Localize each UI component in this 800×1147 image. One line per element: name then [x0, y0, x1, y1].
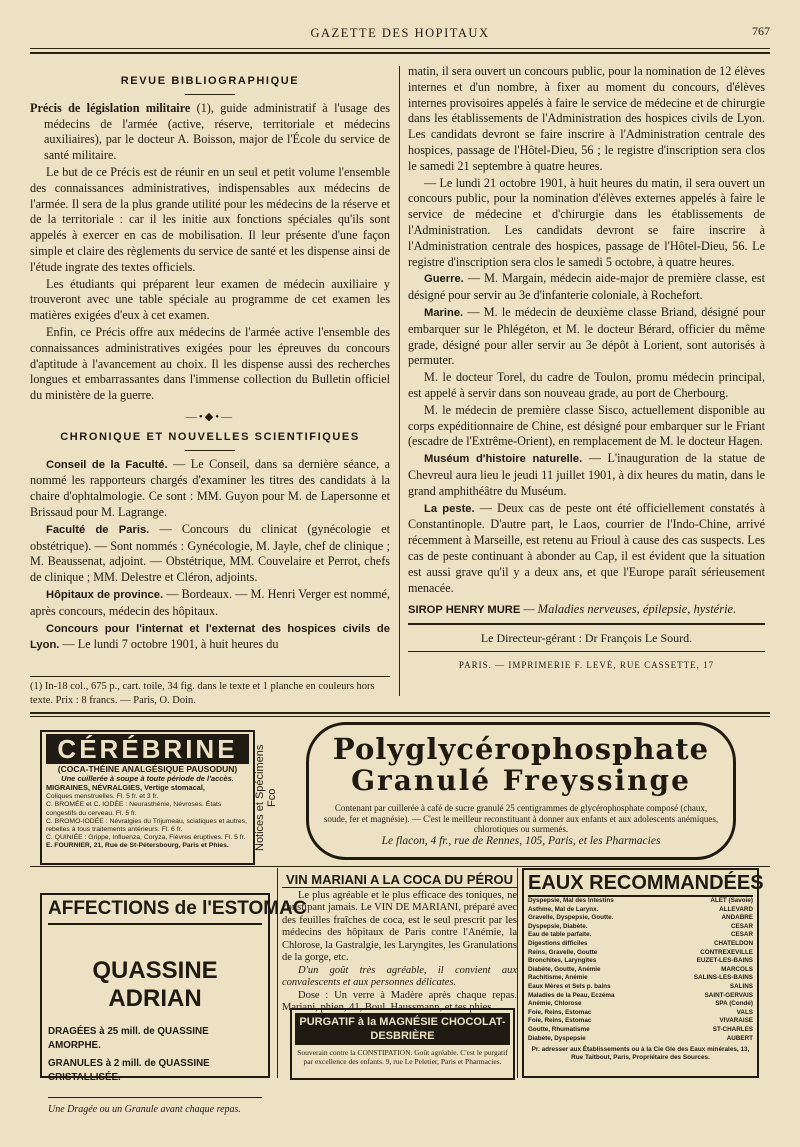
precis-desc: (1), guide administratif à l'usage des médecins de l'armée (active, réserve, territoriale et médecins auxiliaires), par le docteur A. Boisson, major de l'École du service de santé militaire.	[44, 100, 390, 163]
eaux-indication: Eau de table parfaite.	[528, 931, 592, 939]
news-item	[408, 451, 765, 499]
news-heading: Marine.	[424, 306, 464, 319]
eaux-recommandees-ad	[522, 868, 764, 1078]
eaux-source: ST-CHARLES	[712, 1025, 753, 1033]
cerebrine-l1: MIGRAINES, NÉVRALGIES, Vertige stomacal,	[46, 783, 205, 792]
news-heading: Concours pour l'internat et l'externat des hospices civils de Lyon.	[30, 622, 390, 652]
eaux-indication: Maladies de la Peau, Eczéma	[528, 991, 615, 999]
eaux-indication: Gravelle, Dyspepsie, Goutte.	[528, 914, 614, 922]
news-text: — M. Margain, médecin aide-major de première classe, est désigné pour servir au 3e d'infanterie coloniale, à Rochefort.	[408, 271, 766, 303]
news-item	[30, 457, 390, 521]
eaux-entry	[528, 923, 753, 932]
news-item	[30, 587, 390, 620]
eaux-source: SPA (Condé)	[715, 1000, 753, 1008]
eaux-source: SALINS	[729, 982, 753, 990]
eaux-source: VALS	[736, 1008, 753, 1016]
eaux-source: CESAR	[730, 931, 753, 939]
eaux-entry	[528, 992, 753, 1001]
eaux-indication: Diabète, Dyspepsie	[528, 1034, 586, 1042]
eaux-entry	[528, 897, 753, 906]
eaux-source: EUZET-LES-BAINS	[696, 957, 753, 965]
eaux-entry	[528, 983, 753, 992]
header-rule	[30, 48, 770, 49]
eaux-indication: Dyspepsie, Mal des Intestins	[528, 897, 614, 904]
chronique-heading: CHRONIQUE ET NOUVELLES SCIENTIFIQUES	[60, 430, 360, 443]
eaux-entry	[528, 974, 753, 983]
eaux-indication: Rachitisme, Anémie	[528, 974, 588, 982]
header-rule-thick	[30, 52, 770, 54]
vin-mariani-italic: D'un goût très agréable, il convient aux convalescents et aux personnes délicates.	[282, 964, 517, 988]
news-text: — Concours du clinicat (gynécologie et obstétrique). — Sont nommés : Gynécologie, M. Jayle, chef de clinique ; M. Beaussenat, adjoint. — Obstétrique, MM. Couvelaire et Perrot, chefs de clinique ; MM. Delestre et Cléron, adjoints.	[30, 521, 391, 585]
paragraph: — Le lundi 21 octobre 1901, à huit heures du matin, il sera ouvert un concours public, pour la nomination d'élèves externes appelés à faire le service de médecine et d'chirurgie dans les établissements de l'Administration. Les candidats devront se faire inscrire à l'Administration centrale des hospices, passage de l'Hôtel-Dieu, 56. Le registre d'inscription sera clos le samedi 5 octobre, à quatre heures.	[408, 175, 765, 269]
news-text: — Le lundi 7 octobre 1901, à huit heures du	[62, 637, 279, 652]
precis-entry	[30, 101, 390, 164]
eaux-source: VIVARAISE	[719, 1017, 753, 1025]
cerebrine-address: E. FOURNIER, 21, Rue de St-Pétersbourg, Paris et Phies.	[46, 842, 229, 850]
eaux-indication: Asthme, Mal de Larynx.	[528, 905, 599, 913]
page-header	[30, 18, 770, 64]
news-heading: Hôpitaux de province.	[46, 588, 164, 601]
news-text: — M. le médecin de deuxième classe Briand, désigné pour embarquer sur le Phlégéton, et M. le docteur Bérard, officier du même grade, désigné pour aller servir au 3e dépôt à Lorient, sont autorisés à permuter.	[408, 304, 766, 368]
ads-divider	[517, 868, 518, 1078]
news-heading: La peste.	[424, 502, 475, 515]
paragraph: Enfin, ce Précis offre aux médecins de l'armée active l'ensemble des connaissances administratives exigées pour les épreuves du concours d'aptitude à l'avancement au choix. Il les dispense aussi des recherches longues et embarrassantes dans l'immense collection du Bulletin officiel du ministère de la guerre.	[30, 324, 390, 403]
directeur-line: Le Directeur-gérant : Dr François Le Sourd.	[408, 631, 765, 652]
news-text: — L'inauguration de la statue de Chevreul aura lieu le jeudi 11 juillet 1901, à dix heures du matin, dans le grand amphithéâtre du Muséum.	[408, 451, 766, 498]
news-text: — Bordeaux. — M. Henri Verger est nommé, après concours, médecin des hôpitaux.	[30, 586, 390, 618]
ads-separator	[30, 712, 770, 714]
eaux-entry	[528, 1017, 753, 1026]
eaux-source: CHATELDON	[713, 939, 753, 947]
news-text: — Deux cas de peste ont été officiellement constatés à Constantinople. D'autre part, le Laos, courrier de l'Indo-Chine, arrivé récemment à Marseille, est retenu au Frioul à cause des cas suspects. Les cas de peste continuant à abonder au Cap, il est évident que la situation est aussi grave qu'il y a deux ans, et que l'Europe paraît sérieusement menacée.	[408, 500, 766, 595]
page-number: 767	[752, 24, 770, 38]
eaux-entry	[528, 1009, 753, 1018]
eaux-source: ANDABRE	[721, 914, 753, 922]
eaux-entry	[528, 931, 753, 940]
eaux-source: SAINT-GERVAIS	[704, 991, 753, 999]
precis-title: Précis de législation militaire	[30, 100, 191, 115]
eaux-source: SALINS-LES-BAINS	[693, 974, 753, 982]
cerebrine-l4: C. BROMO-IODÉE : Névralgies du Trijumeau, sciatiques et autres, rebelles à tous traitements antérieurs. Fl. 6 fr.	[46, 817, 247, 834]
eaux-indication: Goutte, Rhumatisme	[528, 1025, 590, 1033]
eaux-indication: Anémie, Chlorose	[528, 1000, 582, 1008]
news-heading: Guerre.	[424, 273, 464, 286]
cerebrine-ad	[40, 730, 255, 865]
eaux-footer: Pr. adresser aux Établissements ou à la Cie Gle des Eaux minérales, 13, Rue Taitbout, Paris, Propriétaire des Sources.	[531, 1046, 750, 1062]
news-item	[408, 271, 765, 304]
eaux-source: ALLEVARD	[719, 905, 753, 913]
cerebrine-name: CÉRÉBRINE	[46, 734, 249, 764]
news-item	[30, 522, 390, 586]
news-item	[408, 501, 765, 597]
eaux-source: MARCOLS	[721, 965, 753, 973]
news-item	[30, 621, 390, 655]
cerebrine-l3: C. BROMÉE et C. IODÉE : Neurasthénie, Névroses. États congestifs du cerveau. Fl. 5 fr.	[46, 801, 222, 817]
quassine-brand: QUASSINE ADRIAN	[92, 957, 218, 1012]
eaux-entry	[528, 957, 753, 966]
eaux-title: EAUX RECOMMANDÉES	[528, 872, 753, 897]
quassine-ad	[40, 893, 307, 1115]
eaux-source: CONTREXEVILLE	[700, 948, 753, 956]
news-heading: Conseil de la Faculté.	[46, 458, 168, 471]
sirop-ad-line	[408, 602, 765, 625]
vin-mariani-title: VIN MARIANI A LA COCA DU PÉROU	[282, 874, 517, 888]
ads-separator-thin	[30, 716, 770, 717]
cerebrine-l2: Coliques menstruelles. Fl. 5 fr. et 3 fr.	[46, 793, 159, 801]
cerebrine-sub: (COCA-THÉINE ANALGÉSIQUE PAUSODUN)	[57, 764, 238, 774]
eaux-source: AUBERT	[726, 1034, 753, 1042]
eaux-entry	[528, 1000, 753, 1009]
vin-mariani-text: Le plus agréable et le plus efficace des toniques, ne constipant jamais. Le VIN DE MARIANI, préparé avec des feuilles fraîches de coca, est le seul prescrit par les médecins des hôpitaux de Paris contre l'Anémie, la Chlorose, la Gastralgie, les Laryngites, les Granulations de la gorge, etc.	[282, 889, 517, 963]
affections-title: AFFECTIONS de l'ESTOMAC	[48, 898, 262, 925]
poly-brand: Granulé Freyssinge	[351, 764, 691, 797]
polyglycerophosphate-ad	[306, 722, 736, 860]
eaux-indication: Diabète, Goutte, Anémie	[528, 965, 601, 973]
news-heading: Faculté de Paris.	[46, 523, 150, 536]
eaux-entry	[528, 966, 753, 975]
eaux-entry	[528, 949, 753, 958]
news-heading: Muséum d'histoire naturelle.	[424, 453, 583, 466]
purgatif-name: PURGATIF à la MAGNÉSIE CHOCOLAT-DESBRIÈRE	[295, 1013, 510, 1045]
cerebrine-sub2: Une cuillerée à soupe à toute période de l'accès.	[61, 774, 234, 783]
paragraph: Le but de ce Précis est de réunir en un seul et petit volume l'ensemble des connaissances administratives, indispensables aux médecins de l'armée. Il sera de la plus grande utilité pour les médecins de la réserve et de la territoriale : car il les initie aux fonctions spéciales qu'ils sont appelés à exercer en cas de mobilisation. Il leur présente d'une façon simple et claire des règlements du service de santé et les dispense ainsi de l'étude ingrate des textes officiels.	[30, 164, 390, 274]
paragraph: Les étudiants qui préparent leur examen de médecin auxiliaire y trouveront avec une table spéciale au programme de cet examen les matières exigées d'eux à cet examen.	[30, 276, 390, 323]
cerebrine-line	[46, 784, 249, 793]
eaux-source: CESAR	[730, 922, 753, 930]
paragraph: M. le médecin de première classe Sisco, actuellement disponible au corps expéditionnaire de Chine, est désigné pour embarquer sur le Friant (escadre de l'Extrême-Orient), en remplacement de M. le docteur Hagen.	[408, 402, 765, 449]
eaux-indication: Bronchites, Laryngites	[528, 957, 597, 965]
eaux-entry	[528, 1026, 753, 1035]
footnote: (1) In-18 col., 675 p., cart. toile, 34 fig. dans le texte et 1 planche en couleurs hors texte. Prix : 8 francs. — Paris, O. Doin.	[30, 676, 390, 708]
quassine-granules: GRANULES à 2 mill. de QUASSINE CRISTALLISÉE.	[48, 1058, 210, 1083]
journal-title: GAZETTE DES HOPITAUX	[310, 26, 490, 40]
eaux-indication: Reins, Gravelle, Goutte	[528, 948, 598, 956]
sirop-name: SIROP HENRY MURE	[408, 604, 521, 617]
eaux-indication: Digestions difficiles	[528, 939, 588, 947]
eaux-source: ALET (Savoie)	[710, 897, 753, 904]
short-rule	[185, 450, 235, 451]
eaux-entry	[528, 906, 753, 915]
poly-price: Le flacon, 4 fr., rue de Rennes, 105, Paris, et les Pharmacies	[381, 834, 661, 847]
quassine-dragees: DRAGÉES à 25 mill. de QUASSINE AMORPHE.	[48, 1026, 209, 1051]
notices-label: Notices et Spécimens Fco	[254, 744, 278, 851]
cerebrine-l5: C. QUINIÉE : Grippe, Influenza, Coryza, Fièvres éruptives. Fl. 5 fr.	[46, 834, 246, 842]
revue-heading: REVUE BIBLIOGRAPHIQUE	[120, 75, 300, 87]
ads-row-rule	[30, 866, 770, 867]
left-column	[30, 70, 390, 655]
ornament-divider: —•◆•—	[185, 410, 235, 423]
sirop-text: — Maladies nerveuses, épilepsie, hystérie.	[523, 602, 737, 617]
eaux-indication: Eaux Mères et Sels p. bains	[528, 982, 611, 990]
eaux-entry	[528, 914, 753, 923]
purgatif-desc: Souverain contre la CONSTIPATION. Goût agréable. C'est le purgatif par excellence des enfants. 9, rue Le Peletier, Paris et Pharmacies.	[297, 1048, 508, 1066]
right-column	[408, 64, 765, 674]
eaux-indication: Foie, Reins, Estomac	[528, 1017, 592, 1025]
vin-mariani-dose: Dose : Un verre à Madère après chaque repas. Mariani, phien, 41, Boul. Haussmann, et tes phies.	[282, 989, 517, 1013]
paragraph: M. le docteur Torel, du cadre de Toulon, promu médecin principal, est appelé à servir dans son nouveau grade, au port de Cherbourg.	[408, 370, 765, 400]
news-item	[408, 305, 765, 369]
eaux-indication: Foie, Reins, Estomac	[528, 1008, 592, 1016]
poly-desc: Contenant par cuillerée à café de sucre granulé 25 centigrammes de glycérophosphate composé (chaux, soude, fer et magnésie). — C'est le meilleur reconstituant à donner aux enfants et aux adolescents anémiques, chlorotiques ou surmenés.	[323, 803, 719, 834]
short-rule	[185, 94, 235, 95]
quassine-usage: Une Dragée ou un Granule avant chaque repas.	[48, 1097, 262, 1115]
purgatif-ad	[290, 1008, 515, 1080]
eaux-entry	[528, 940, 753, 949]
eaux-entry	[528, 1035, 753, 1044]
eaux-indication: Dyspepsie, Diabète.	[528, 922, 588, 930]
paragraph: matin, il sera ouvert un concours public, pour la nomination de 12 élèves internes et d'un nombre, à fixer au moment du concours, d'élèves internes provisoires appelés à faire le service de médecine et de chirurgie dans les établissements de l'Administration des hospices civils de Lyon. Les candidats devront se faire inscrire à l'Administration centrale des hospices, passage de l'Hôtel-Dieu, 56 ; le registre d'inscription sera clos le samedi 21 septembre à quatre heures.	[408, 64, 765, 173]
eaux-list	[528, 897, 753, 1043]
column-separator	[399, 66, 400, 696]
news-text: — Le Conseil, dans sa dernière séance, a nommé les rapporteurs chargés d'examiner les titres des candidats à la chaire d'ophtalmologie. Ce sont : MM. Guyon pour M. de Lapersonne et Brissaud pour M. Lagrange.	[30, 456, 391, 519]
imprimerie-line: PARIS. — IMPRIMERIE F. LEVÉ, RUE CASSETTE, 17	[458, 659, 715, 670]
poly-title: Polyglycérophosphate	[332, 732, 710, 766]
